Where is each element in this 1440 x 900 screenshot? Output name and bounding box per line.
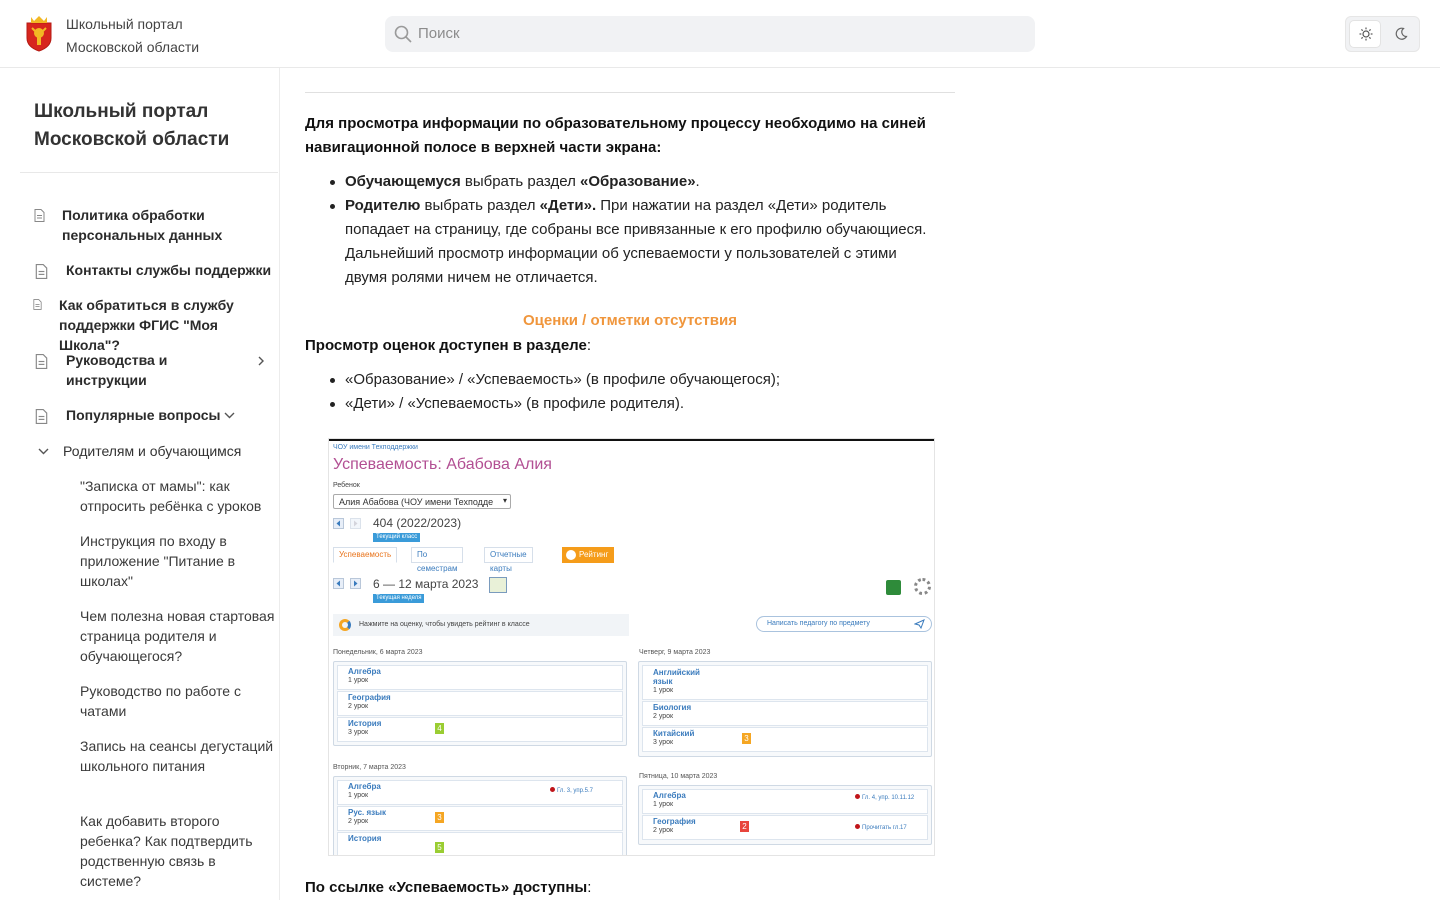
write-teacher-button bbox=[756, 616, 932, 632]
sidebar-item-guides[interactable] bbox=[0, 350, 280, 390]
lesson-subject: Алгебра bbox=[653, 791, 686, 800]
sidebar-item-privacy-policy[interactable] bbox=[0, 205, 280, 245]
sidebar-item-popular-questions[interactable] bbox=[0, 405, 280, 425]
logo-line-1: Школьный портал bbox=[66, 16, 183, 32]
tab-progress: Успеваемость bbox=[333, 547, 397, 563]
list-item-text: выбрать раздел bbox=[420, 197, 540, 214]
lesson-subject: История bbox=[348, 834, 382, 843]
homework-link: Гл. 3, упр.5.7 bbox=[550, 787, 593, 795]
chevron-right-icon[interactable] bbox=[257, 356, 265, 366]
lesson-row bbox=[642, 789, 928, 814]
document-icon bbox=[35, 354, 48, 369]
gradebook-screenshot bbox=[328, 438, 935, 856]
sidebar-title[interactable] bbox=[34, 98, 229, 154]
document-icon bbox=[35, 264, 48, 279]
lesson-subject: Английский язык bbox=[653, 668, 700, 686]
lesson-row bbox=[337, 806, 623, 831]
lesson-number: 1 урок bbox=[653, 801, 674, 808]
child-select bbox=[333, 494, 511, 509]
lesson-row bbox=[337, 691, 623, 716]
sidebar-item-support-contacts[interactable] bbox=[0, 260, 280, 280]
role-student: Обучающемуся bbox=[345, 173, 461, 190]
section-children: «Дети». bbox=[539, 197, 597, 214]
lesson-subject: Рус. язык bbox=[348, 808, 386, 817]
school-name: ЧОУ имени Техподдержки bbox=[333, 444, 418, 451]
tab-semesters: По семестрам bbox=[411, 547, 463, 563]
sidebar-subitem-chats-guide[interactable]: Руководство по работе с чатами bbox=[80, 683, 241, 719]
content-divider bbox=[305, 92, 955, 93]
sidebar-item-parents-students[interactable] bbox=[0, 441, 280, 461]
chevron-down-icon[interactable] bbox=[224, 412, 235, 419]
sidebar-item-how-to-contact-support[interactable] bbox=[0, 295, 280, 353]
week-range: 6 — 12 марта 2023 bbox=[373, 577, 479, 591]
excel-icon bbox=[886, 580, 901, 595]
write-teacher-label: Написать педагогу по предмету bbox=[767, 620, 870, 627]
day-lessons bbox=[333, 776, 627, 856]
list-item-grades-parent: «Дети» / «Успеваемость» (в профиле родителя). bbox=[345, 392, 935, 416]
search-input[interactable] bbox=[385, 16, 1035, 52]
send-icon bbox=[914, 619, 925, 629]
sidebar-item-label: Как обратиться в службу поддержки ФГИС "Моя Школа"? bbox=[59, 297, 234, 353]
search-placeholder: Поиск bbox=[418, 25, 460, 42]
lesson-row bbox=[337, 717, 623, 742]
day-title: Вторник, 7 марта 2023 bbox=[333, 764, 406, 771]
sidebar-item-label: Родителям и обучающимся bbox=[63, 443, 242, 459]
role-parent: Родителю bbox=[345, 197, 421, 214]
lesson-subject: География bbox=[348, 693, 391, 702]
sun-icon bbox=[1359, 27, 1373, 41]
sidebar-subitem-add-second-child[interactable]: Как добавить второго ребенка? Как подтвердить родственную связь в системе? bbox=[80, 813, 253, 889]
footer-paragraph bbox=[305, 876, 591, 900]
sidebar-subitem-note-from-mom[interactable]: "Записка от мамы": как отпросить ребёнка с уроков bbox=[80, 478, 262, 514]
top-bar bbox=[0, 0, 1440, 68]
tab-class-rating bbox=[562, 547, 614, 587]
lesson-number: 1 урок bbox=[348, 792, 369, 799]
footer-bold: По ссылке «Успеваемость» доступны bbox=[305, 879, 588, 896]
current-class-badge: Текущий класс bbox=[373, 533, 420, 542]
grade-badge: 4 bbox=[435, 723, 444, 734]
list-item-text: При нажатии на раздел «Дети» родитель попадает на страницу, где собраны все привязанные к его профилю обучающиеся. Дальнейший просмотр информации об успеваемости у пользователей с этими двумя ролями ничем не отличается. bbox=[345, 197, 927, 286]
sidebar-item-label: Популярные вопросы bbox=[66, 407, 221, 423]
lesson-number: 2 урок bbox=[348, 818, 369, 825]
class-name: 404 (2022/2023) bbox=[373, 516, 462, 530]
lesson-number: 3 урок bbox=[348, 729, 369, 736]
lesson-row bbox=[642, 815, 928, 840]
list-item-text: . bbox=[695, 173, 700, 190]
chevron-down-icon: ▾ bbox=[502, 496, 507, 505]
list-item-parent bbox=[345, 194, 935, 290]
lesson-row bbox=[337, 665, 623, 690]
lesson-number: 2 урок bbox=[348, 703, 369, 710]
day-lessons bbox=[638, 661, 932, 757]
tab-report-cards: Отчетные карты bbox=[484, 547, 533, 563]
grade-badge: 3 bbox=[742, 733, 751, 744]
day-title: Понедельник, 6 марта 2023 bbox=[333, 649, 423, 656]
prev-arrow-icon bbox=[333, 518, 344, 529]
section-heading: Оценки / отметки отсутствия bbox=[523, 312, 737, 329]
moscow-region-emblem-icon[interactable] bbox=[24, 14, 54, 52]
next-week-icon bbox=[350, 578, 361, 589]
homework-link: Гл. 4, упр. 10.11.12 bbox=[855, 794, 915, 802]
current-week-badge: Текущая неделя bbox=[373, 594, 424, 603]
search-icon bbox=[394, 25, 412, 43]
homework-link: Прочитать гл.17 bbox=[855, 824, 907, 832]
rating-icon bbox=[339, 619, 351, 631]
prev-week-icon bbox=[333, 578, 344, 589]
logo-line-2: Московской области bbox=[66, 39, 200, 55]
document-icon bbox=[33, 299, 42, 310]
rating-hint-text: Нажмите на оценку, чтобы увидеть рейтинг в классе bbox=[359, 621, 530, 628]
lesson-subject: История bbox=[348, 719, 382, 728]
list-item-student bbox=[345, 170, 935, 194]
day-title: Четверг, 9 марта 2023 bbox=[639, 649, 711, 656]
lesson-number: 1 урок bbox=[653, 687, 674, 694]
sidebar-item-label: Политика обработки персональных данных bbox=[62, 207, 223, 243]
settings-icon bbox=[914, 578, 931, 595]
document-icon bbox=[35, 409, 48, 424]
sidebar-subitem-new-start-page[interactable]: Чем полезна новая стартовая страница родителя и обучающегося? bbox=[80, 608, 275, 664]
lesson-subject: География bbox=[653, 817, 696, 826]
sidebar bbox=[0, 68, 280, 900]
footer-end: : bbox=[587, 879, 592, 896]
grade-badge: 2 bbox=[740, 821, 749, 832]
grades-intro bbox=[305, 334, 591, 358]
light-theme-button[interactable] bbox=[1349, 20, 1381, 48]
lesson-subject: Китайский bbox=[653, 729, 695, 738]
document-icon bbox=[34, 209, 45, 222]
screenshot-title: Успеваемость: Абабова Алия bbox=[333, 456, 552, 473]
lesson-number: 2 урок bbox=[653, 827, 674, 834]
sidebar-subitem-school-food-app[interactable]: Инструкция по входу в приложение "Питание в школах" bbox=[80, 533, 236, 589]
lesson-subject: Алгебра bbox=[348, 782, 381, 791]
child-select-value: Алия Абабова (ЧОУ имени Техподде bbox=[339, 497, 494, 507]
lesson-row bbox=[337, 780, 623, 805]
sidebar-title-line-1: Школьный портал bbox=[34, 101, 209, 122]
site-logo-text[interactable] bbox=[66, 13, 199, 59]
lesson-row bbox=[337, 832, 623, 856]
rating-icon bbox=[566, 550, 576, 560]
lesson-subject: Алгебра bbox=[348, 667, 381, 676]
screenshot-top-border bbox=[329, 439, 935, 441]
sidebar-item-label: Руководства и инструкции bbox=[66, 352, 168, 388]
tab-class-rating-label: Рейтинг в классе bbox=[579, 550, 609, 587]
grade-badge: 3 bbox=[435, 812, 444, 823]
section-education: «Образование» bbox=[580, 173, 696, 190]
lesson-number: 2 урок bbox=[653, 713, 674, 720]
child-label: Ребенок bbox=[333, 482, 360, 489]
lesson-number: 3 урок bbox=[653, 739, 674, 746]
sidebar-subitem-food-tasting[interactable]: Запись на сеансы дегустаций школьного питания bbox=[80, 738, 274, 774]
chevron-down-icon[interactable] bbox=[38, 448, 49, 455]
sidebar-title-line-2: Московской области bbox=[34, 129, 230, 150]
calendar-icon bbox=[489, 577, 507, 593]
lesson-row bbox=[642, 701, 928, 726]
lesson-row bbox=[642, 665, 928, 700]
next-arrow-icon bbox=[350, 518, 361, 529]
day-lessons bbox=[638, 785, 932, 845]
rating-hint bbox=[333, 614, 629, 636]
moon-icon[interactable] bbox=[1394, 27, 1408, 41]
day-title: Пятница, 10 марта 2023 bbox=[639, 773, 718, 780]
lesson-subject: Биология bbox=[653, 703, 692, 712]
list-item-text: выбрать раздел bbox=[460, 173, 580, 190]
day-lessons bbox=[333, 661, 627, 746]
list-item-grades-student: «Образование» / «Успеваемость» (в профиле обучающегося); bbox=[345, 368, 935, 392]
grade-badge: 5 bbox=[435, 842, 444, 853]
sidebar-divider bbox=[20, 172, 278, 173]
grades-intro-end: : bbox=[586, 337, 592, 354]
grades-intro-bold: Просмотр оценок доступен в разделе bbox=[305, 337, 587, 354]
intro-paragraph: Для просмотра информации по образовательному процессу необходимо на синей навигационной полосе в верхней части экрана: bbox=[305, 115, 926, 156]
theme-switcher[interactable] bbox=[1345, 16, 1420, 52]
lesson-row bbox=[642, 727, 928, 752]
lesson-number: 1 урок bbox=[348, 677, 369, 684]
article-content bbox=[305, 68, 955, 900]
sidebar-item-label: Контакты службы поддержки bbox=[66, 262, 272, 278]
